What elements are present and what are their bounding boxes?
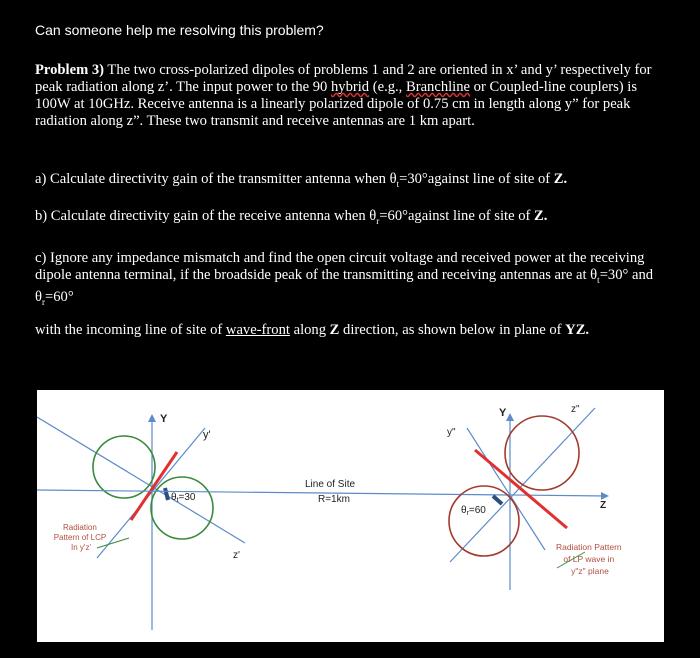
wavefront-z: Z (329, 322, 340, 338)
tx-yprime-label: y' (203, 429, 211, 441)
wave-front-link[interactable]: wave-front (225, 322, 290, 338)
part-c-text-2: =30° and θ (35, 267, 654, 305)
part-c-text-3: =60° (45, 288, 74, 305)
part-a (35, 171, 675, 193)
wavefront-text-1: with the incoming line of site of (35, 322, 226, 338)
part-c-sub-1: t (597, 274, 600, 285)
part-b (35, 208, 675, 230)
problem-label: Problem 3) (35, 62, 105, 78)
rx-zdp-label: z" (571, 404, 580, 415)
rx-theta-arc (493, 496, 502, 504)
wavefront-sentence (35, 322, 675, 339)
theta-t-label: $\theta_t=30$ (171, 492, 196, 504)
part-c-sub-2: r (42, 296, 45, 307)
wavefront-yz: YZ. (565, 322, 590, 338)
tx-theta-arc (165, 488, 168, 500)
problem-text-3: or Coupled-line couplers) is 100W at 10GHz. Receive antenna is a linearly polarized dipole of 0.75 cm in length along y” for peak radiation along z”. These two transmit and receive antennas are 1 km apart. (35, 79, 637, 129)
part-b-z: Z. (534, 208, 548, 224)
rx-lobe-upper (505, 416, 579, 490)
rx-lobe-lower (449, 486, 519, 556)
part-a-text-1: a) Calculate directivity gain of the transmitter antenna when θ (35, 171, 397, 187)
tx-y-label: Y (160, 413, 168, 425)
problem-text-2: (e.g., (369, 79, 406, 95)
part-b-text-1: b) Calculate directivity gain of the receive antenna when θ (35, 208, 377, 224)
transmitter-group (37, 413, 245, 630)
line-of-site-label: Line of Site (305, 479, 356, 490)
receiver-group (447, 404, 624, 590)
tx-lobe-green-lower (151, 477, 213, 539)
wavefront-text-2: along (289, 322, 330, 338)
part-b-text-2: =60°against line of site of (379, 208, 534, 224)
problem-text-1: The two cross-polarized dipoles of problems 1 and 2 are oriented in x’ and y’ respectively for peak radiation along z’. The input power to the 90 (35, 62, 652, 95)
question-text: Can someone help me resolving this problem? (35, 22, 324, 38)
problem-statement (35, 62, 675, 130)
hybrid-word: hybrid (330, 79, 370, 95)
branchline-word: Branchline (405, 79, 471, 95)
part-a-z: Z. (553, 171, 568, 187)
rx-z-label: Z (600, 500, 607, 511)
part-c (35, 250, 675, 311)
antenna-diagram (37, 390, 664, 642)
rx-y-label: Y (499, 407, 507, 419)
rx-radiation-label: Radiation Pattern of LP wave in y"z" plane (555, 542, 622, 576)
theta-r-label: $\theta_r=60$ (461, 505, 486, 517)
tx-lobe-green-upper (93, 436, 155, 498)
part-b-sub: r (376, 215, 380, 226)
wavefront-text-3: direction, as shown below in plane of (339, 322, 566, 338)
part-a-sub: t (396, 178, 400, 189)
rx-ydp-label: y" (447, 427, 456, 438)
part-c-text-1: c) Ignore any impedance mismatch and find the open circuit voltage and received power at the receiving dipole antenna terminal, if the broadside peak of the transmitting and receiving antennas are at θ (35, 250, 645, 283)
distance-label: R=1km (318, 494, 350, 505)
tx-radiation-label: Radiation Pattern of LCP In y'z' (53, 523, 107, 552)
part-a-text-2: =30°against line of site of (399, 171, 554, 187)
tx-zprime-label: z' (233, 550, 240, 561)
